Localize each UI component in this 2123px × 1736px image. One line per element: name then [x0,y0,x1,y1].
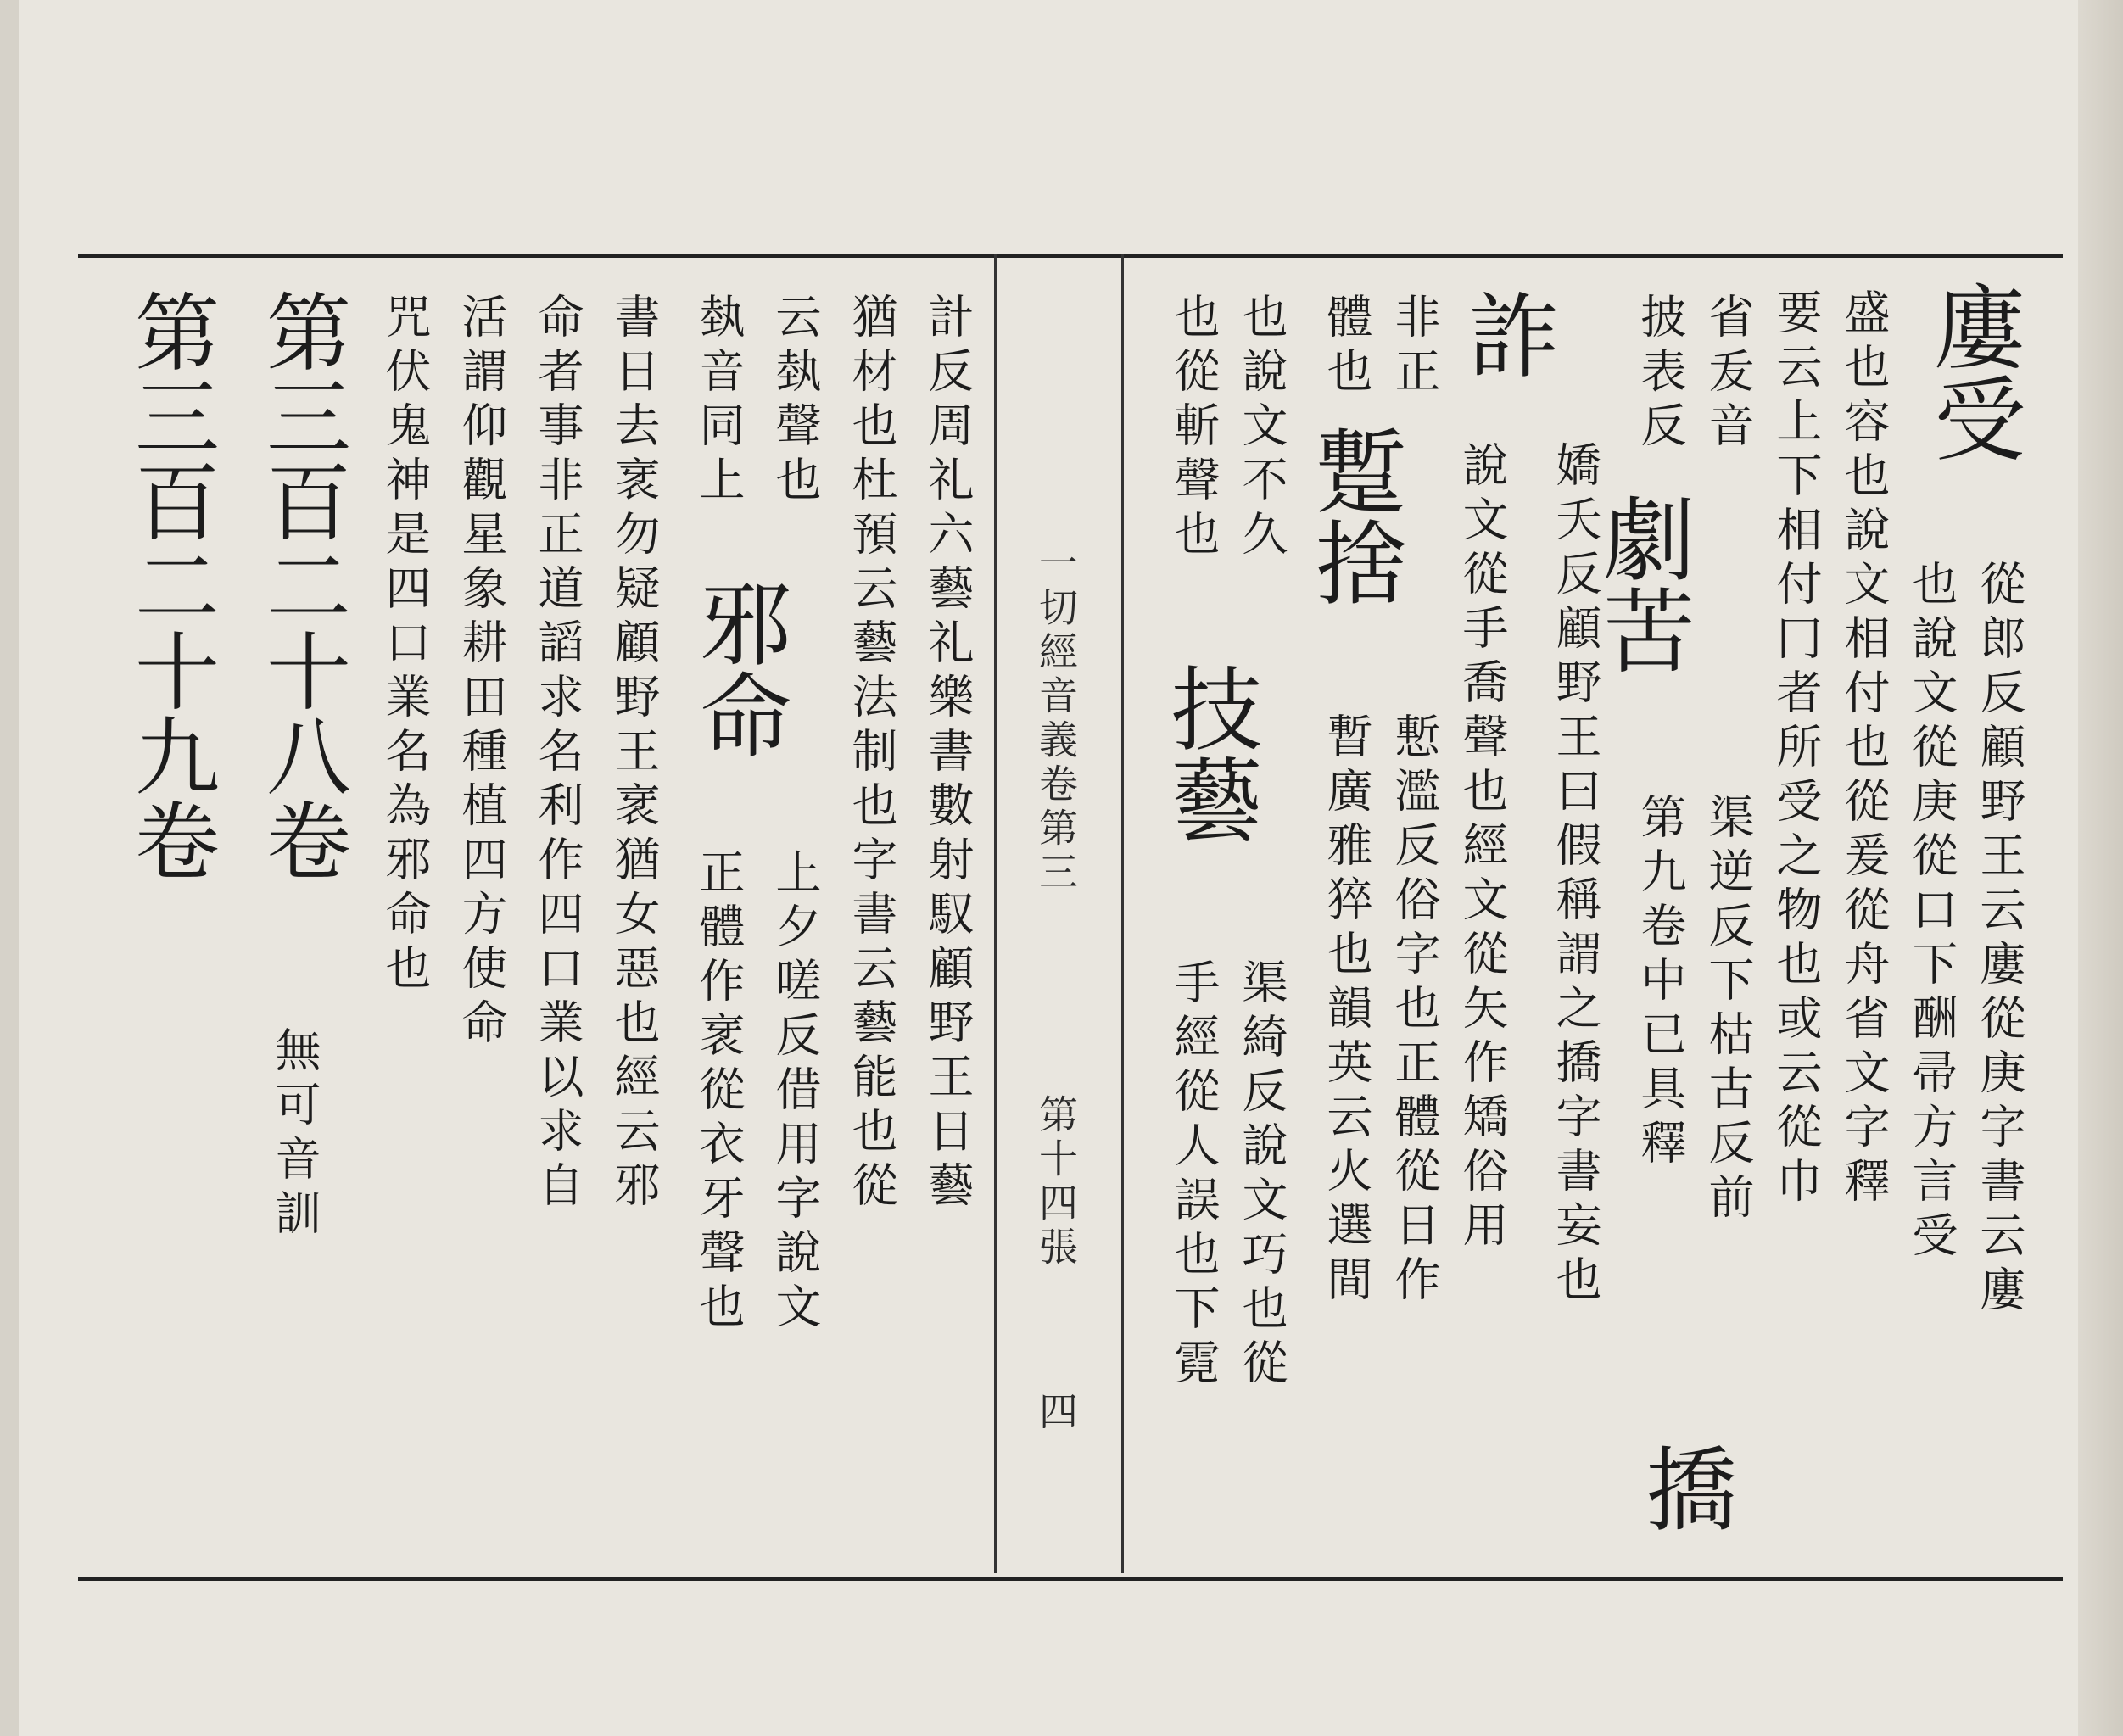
text-column: 正體作衺從衣牙聲也 [692,848,746,1337]
text-column: 命者事非正道謟求名利作四口業以求自 [531,293,584,1215]
text-column: 要云上下相付冂者所受之物也或云從巾 [1769,288,1823,1211]
text-column: 說文從手喬聲也經文從矢作矯俗用 [1455,441,1509,1255]
text-column: 渠逆反下枯古反前 [1701,793,1755,1227]
centre-margin-left-rule [994,254,997,1573]
text-column: 省叐音 [1701,293,1755,455]
text-column: 嬌夭反顧野王曰假稱謂之撟字書妄也 [1549,441,1602,1309]
heading-shou: 受 [1919,371,2025,463]
centre-title: 一切經音義卷第三 [1033,543,1079,896]
text-column: 暫廣雅猝也韻英云火選間 [1320,712,1373,1309]
text-column: 活謂仰觀星象耕田種植四方使命 [455,293,508,1052]
paper-edge [0,0,19,1736]
text-column: 第九卷中已具釋 [1634,793,1687,1173]
heading-xie-ming: 邪命 [684,577,791,760]
text-column: 也從斬聲也 [1167,293,1221,564]
text-column: 盛也容也說文相付也從爰從舟省文字釋 [1837,288,1891,1211]
heading-ju-ku: 劇苦 [1588,492,1694,675]
text-column: 體也 [1320,293,1373,401]
centre-mark: 四 [1033,1391,1079,1435]
chapter-heading-329: 第三百二十九卷 [120,288,220,882]
heading-lou: 廔 [1919,280,2025,371]
text-column: 計反周礼六藝礼樂書數射馭顧野王日藝 [921,293,975,1215]
text-column: 從郎反顧野王云廔從庚字書云廔 [1973,560,2026,1320]
text-column: 手經從人誤也下霓 [1167,958,1221,1393]
heading-zan-she: 蹔捨 [1299,424,1405,607]
text-column: 渠綺反說文巧也從 [1235,958,1288,1393]
text-column: 上夕嗟反借用字說文 [768,848,822,1337]
text-column: 埶音同上 [692,293,746,510]
heading-ji-yi: 技藝 [1155,661,1261,845]
text-column: 咒伏鬼神是四口業名為邪命也 [378,293,432,998]
chapter-note: 無可音訓 [268,1026,321,1243]
text-column: 云埶聲也 [768,293,822,510]
text-column: 慙濫反俗字也正體從日作 [1388,712,1441,1309]
text-column: 書日去衺勿疑顧野王衺猶女惡也經云邪 [607,293,661,1215]
heading-jiao: 撟 [1630,1442,1736,1533]
text-column: 也說文從庚從口下酬帚方言受 [1905,560,1958,1265]
centre-margin-right-rule [1121,254,1124,1573]
text-column: 也說文不久 [1235,293,1288,564]
text-column: 猶材也杜預云藝法制也字書云藝能也從 [845,293,898,1215]
text-column: 非正 [1388,293,1441,401]
heading-zha: 詐 [1452,288,1558,380]
text-column: 披表反 [1634,293,1687,455]
book-spine [2078,0,2123,1736]
chapter-heading-328: 第三百二十八卷 [252,288,351,882]
centre-leaf-number: 第十四張 [1033,1094,1079,1270]
